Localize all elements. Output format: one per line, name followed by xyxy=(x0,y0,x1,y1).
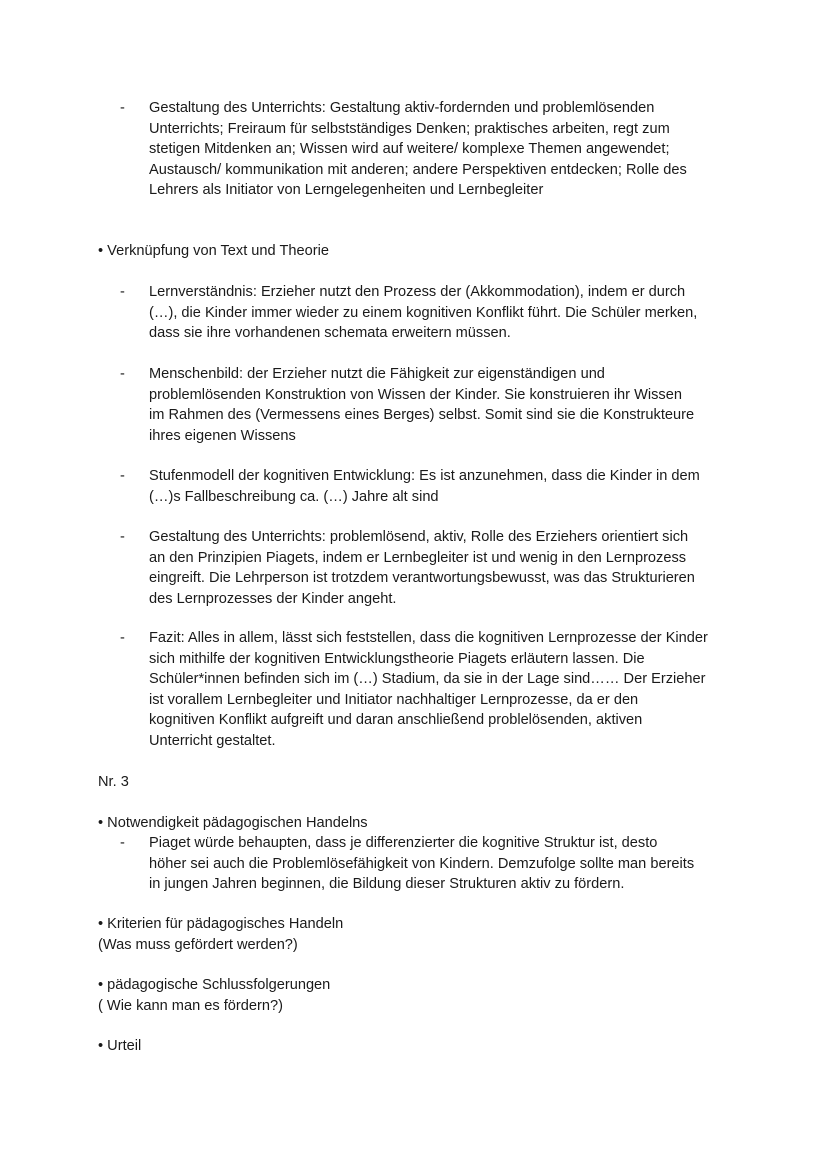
list-item-stufenmodell xyxy=(120,466,740,507)
list-item-lernverstaendnis xyxy=(120,282,740,344)
dash-marker: - xyxy=(120,366,125,382)
paragraph-stufenmodell: Stufenmodell der kognitiven Entwicklung: Es ist anzunehmen, dass die Kinder in dem (…)s Fallbeschreibung ca. (…) Jahre alt sind xyxy=(149,468,700,505)
dash-marker: - xyxy=(120,630,125,646)
dash-marker: - xyxy=(120,835,125,851)
paragraph-fazit: Fazit: Alles in allem, lässt sich feststellen, dass die kognitiven Lernprozesse der Kinder sich mithilfe der kognitiven Entwicklungstheorie Piagets erläutern lassen. Die Schüler*innen befinden sich im (…) Stadium, da sie in der Lage sind…… Der Erzieher ist vorallem Lernbegleiter und Initiator nachhaltiger Lernprozesse, da er den kognitiven Konflikt aufgreift und daran anschließend problelösenden, aktiven Unterricht gestaltet. xyxy=(149,630,708,749)
dash-marker: - xyxy=(120,468,125,484)
list-item-gestaltung-1 xyxy=(120,98,740,201)
list-item-menschenbild xyxy=(120,364,740,446)
paragraph-gestaltung-1: Gestaltung des Unterrichts: Gestaltung aktiv-fordernden und problemlösenden Unterrichts; Freiraum für selbstständiges Denken; praktisches arbeiten, regt zum stetigen Mitdenken an; Wissen wird auf weitere/ komplexe Themen angewendet; Austausch/ kommunikation mit anderen; andere Perspektiven entdecken; Rolle des Lehrers als Initiator von Lerngelegenheiten und Lernbegleiter xyxy=(149,100,687,198)
dash-marker: - xyxy=(120,529,125,545)
heading-notwendigkeit: • Notwendigkeit pädagogischen Handelns xyxy=(98,815,368,831)
heading-kriterien: • Kriterien für pädagogisches Handeln (Was muss gefördert werden?) xyxy=(98,916,344,953)
section-title-nr3: Nr. 3 xyxy=(98,774,129,790)
heading-urteil: • Urteil xyxy=(98,1038,142,1054)
paragraph-piaget: Piaget würde behaupten, dass je differenzierter die kognitive Struktur ist, desto höher sei auch die Problemlösefähigkeit von Kindern. Demzufolge sollte man bereits in jungen Jahren beginnen, die Bildung dieser Strukturen aktiv zu fördern. xyxy=(149,835,695,892)
dash-marker: - xyxy=(120,100,125,116)
list-item-fazit xyxy=(120,628,740,751)
dash-marker: - xyxy=(120,284,125,300)
heading-verknuepfung: • Verknüpfung von Text und Theorie xyxy=(98,243,329,259)
paragraph-lernverstaendnis: Lernverständnis: Erzieher nutzt den Prozess der (Akkommodation), indem er durch (…), die Kinder immer wieder zu einem kognitiven Konflikt führt. Die Schüler merken, dass sie ihre vorhandenen schemata erweitern müssen. xyxy=(149,284,698,341)
list-item-gestaltung-2 xyxy=(120,527,740,609)
list-item-piaget xyxy=(120,833,740,895)
heading-schlussfolgerungen: • pädagogische Schlussfolgerungen ( Wie kann man es fördern?) xyxy=(98,977,331,1014)
paragraph-menschenbild: Menschenbild: der Erzieher nutzt die Fähigkeit zur eigenständigen und problemlösenden Konstruktion von Wissen der Kinder. Sie konstruieren ihr Wissen im Rahmen des (Vermessens eines Berges) selbst. Somit sind sie die Konstrukteure ihres eigenen Wissens xyxy=(149,366,695,444)
paragraph-gestaltung-2: Gestaltung des Unterrichts: problemlösend, aktiv, Rolle des Erziehers orientiert sich an den Prinzipien Piagets, indem er Lernbegleiter ist und wenig in den Lernprozess eingreift. Die Lehrperson ist trotzdem verantwortungsbewusst, was das Strukturieren des Lernprozesses der Kinder angeht. xyxy=(149,529,695,607)
